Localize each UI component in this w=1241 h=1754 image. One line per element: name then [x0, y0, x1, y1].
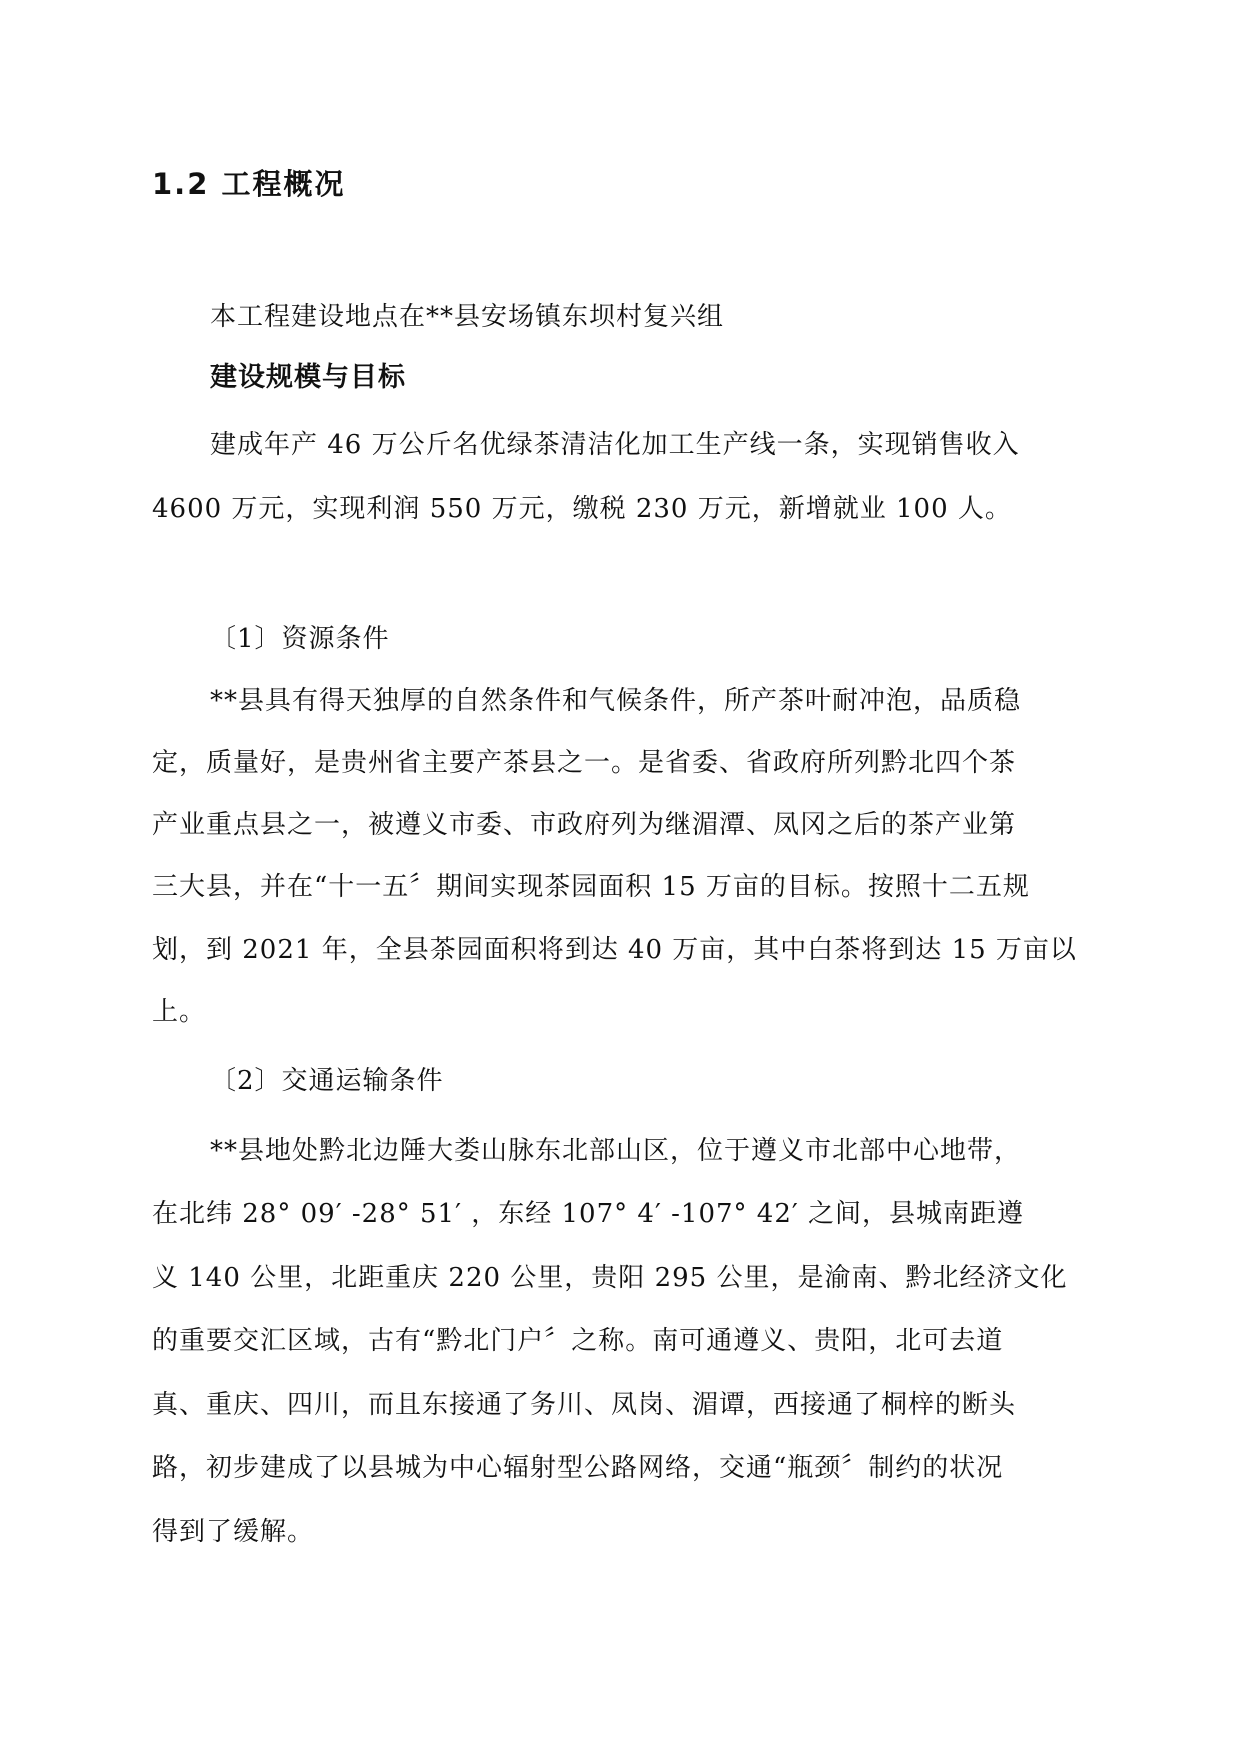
resource-line: **县具有得天独厚的自然条件和气候条件，所产茶叶耐冲泡，品质稳: [210, 686, 1022, 716]
scale-heading: 建设规模与目标: [210, 362, 406, 393]
transport-line: 路，初步建成了以县城为中心辐射型公路网络，交通“瓶颈〞制约的状况: [152, 1453, 1004, 1483]
location-line: 本工程建设地点在**县安场镇东坝村复兴组: [210, 302, 725, 332]
scale-line: 4600 万元，实现利润 550 万元，缴税 230 万元，新增就业 100 人。: [152, 494, 1012, 524]
resource-line: 划，到 2021 年，全县茶园面积将到达 40 万亩，其中白茶将到达 15 万亩以: [152, 935, 1077, 965]
transport-line: 义 140 公里，北距重庆 220 公里，贵阳 295 公里，是渝南、黔北经济文化: [152, 1263, 1068, 1293]
scale-line: 建成年产 46 万公斤名优绿茶清洁化加工生产线一条，实现销售收入: [210, 430, 1020, 460]
transport-line: 得到了缓解。: [152, 1517, 315, 1547]
transport-line: 的重要交汇区域，古有“黔北门户〞之称。南可通遵义、贵阳，北可去道: [152, 1326, 1004, 1356]
section-heading: 1.2 工程概况: [152, 167, 346, 201]
transport-line: 在北纬 28° 09′ -28° 51′ ，东经 107° 4′ -107° 42′ 之间，县城南距遵: [152, 1199, 1025, 1229]
resource-line: 定，质量好，是贵州省主要产茶县之一。是省委、省政府所列黔北四个茶: [152, 748, 1017, 778]
resource-line: 三大县，并在“十一五〞期间实现茶园面积 15 万亩的目标。按照十二五规: [152, 872, 1030, 902]
resource-heading: 〔1〕资源条件: [210, 624, 390, 654]
transport-line: 真、重庆、四川，而且东接通了务川、凤岗、湄谭，西接通了桐梓的断头: [152, 1390, 1017, 1420]
resource-line: 产业重点县之一，被遵义市委、市政府列为继湄潭、凤冈之后的茶产业第: [152, 810, 1017, 840]
resource-line: 上。: [152, 997, 207, 1027]
transport-heading: 〔2〕交通运输条件: [210, 1066, 444, 1096]
transport-line: **县地处黔北边陲大娄山脉东北部山区，位于遵义市北部中心地带，: [210, 1136, 1022, 1166]
